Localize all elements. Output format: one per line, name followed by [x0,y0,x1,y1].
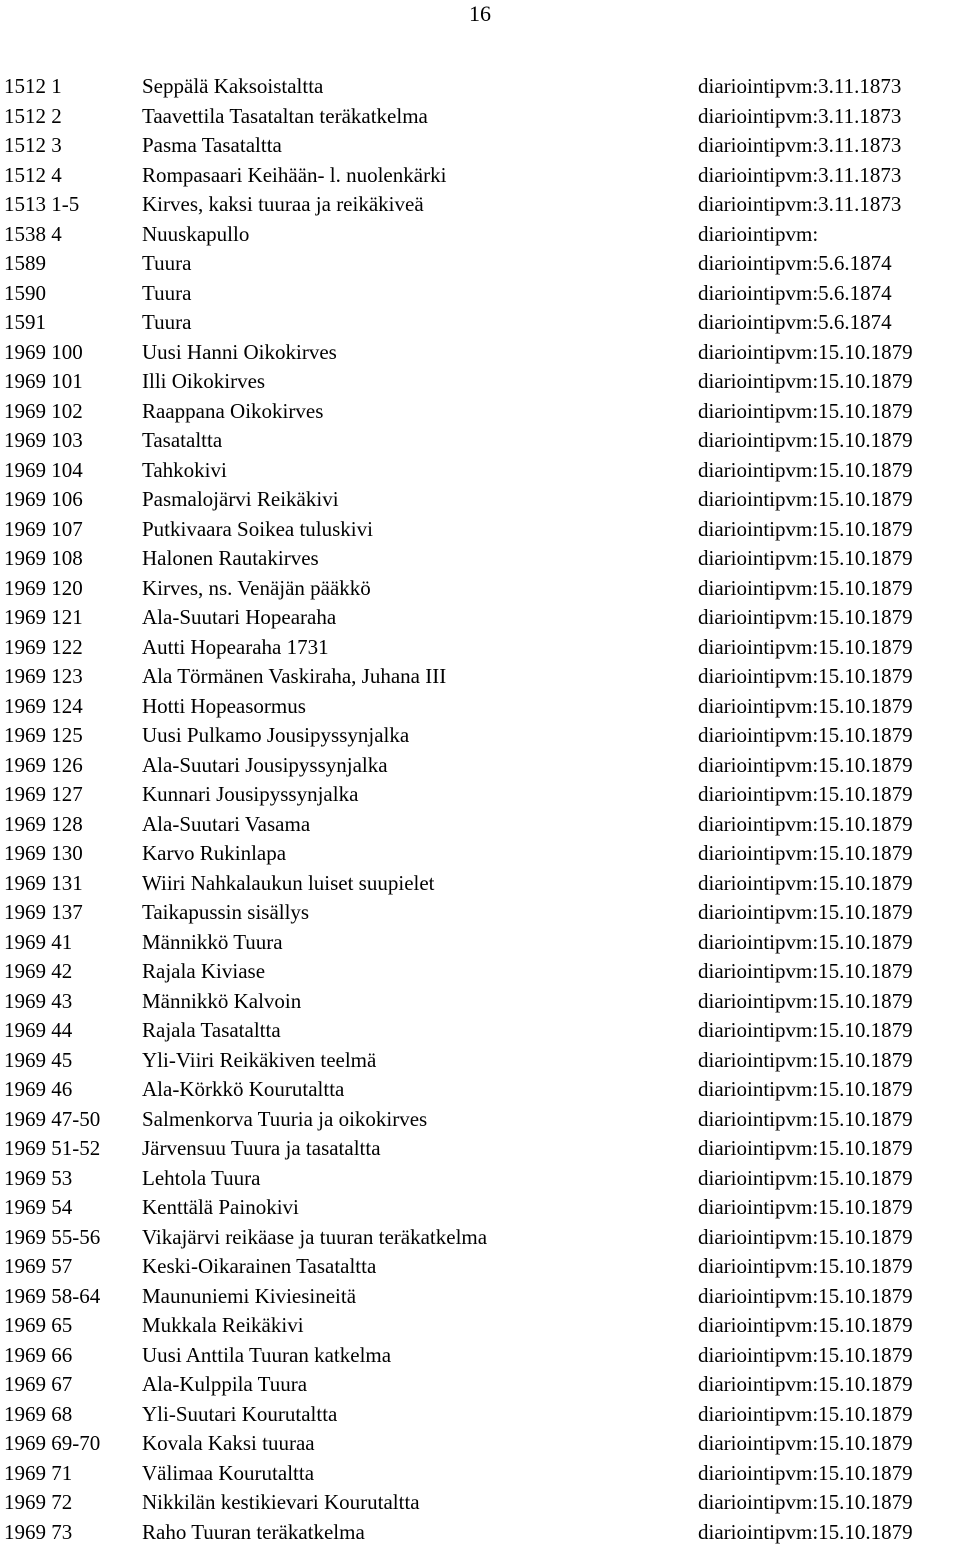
item-description: Raappana Oikokirves [142,398,324,423]
catalog-number: 1969 123 [4,664,83,688]
registration-date: diariointipvm:15.10.1879 [698,811,913,836]
registration-date: diariointipvm:15.10.1879 [698,841,913,865]
registration-date: diariointipvm:15.10.1879 [698,546,913,570]
registration-date: diariointipvm:15.10.1879 [698,1254,913,1278]
catalog-number: 1512 3 [4,133,62,157]
catalog-number: 1969 101 [4,369,83,393]
catalog-row [0,338,960,368]
catalog-row [0,1341,960,1371]
item-description: Tuura [142,280,192,305]
catalog-number: 1969 42 [4,959,73,983]
registration-date: diariointipvm:15.10.1879 [698,398,913,423]
registration-date: diariointipvm:15.10.1879 [698,959,913,983]
registration-date: diariointipvm:15.10.1879 [698,487,913,511]
registration-date: diariointipvm:15.10.1879 [698,988,913,1013]
item-description: Taavettila Tasataltan teräkatkelma [142,103,428,128]
catalog-number: 1969 131 [4,870,83,895]
registration-date: diariointipvm:15.10.1879 [698,870,913,895]
registration-date: diariointipvm:15.10.1879 [698,1431,913,1455]
catalog-number: 1969 73 [4,1519,73,1544]
registration-date: diariointipvm:15.10.1879 [698,1372,913,1396]
catalog-row [0,1134,960,1164]
item-description: Kunnari Jousipyssynjalka [142,782,359,806]
registration-date: diariointipvm:15.10.1879 [698,1283,913,1308]
item-description: Kirves, ns. Venäjän pääkkö [142,575,371,600]
catalog-row [0,161,960,191]
catalog-number: 1538 4 [4,221,62,246]
catalog-number: 1969 127 [4,782,83,806]
registration-date: diariointipvm:15.10.1879 [698,457,913,482]
registration-date: diariointipvm:15.10.1879 [698,723,913,747]
registration-date: diariointipvm:15.10.1879 [698,1313,913,1337]
catalog-row [0,1075,960,1105]
registration-date: diariointipvm:15.10.1879 [698,1136,913,1160]
item-description: Ala-Suutari Hopearaha [142,605,337,629]
catalog-row [0,515,960,545]
catalog-number: 1513 1-5 [4,192,80,216]
registration-date: diariointipvm:15.10.1879 [698,1195,913,1219]
item-description: Ala Törmänen Vaskiraha, Juhana III [142,664,447,688]
catalog-row [0,190,960,220]
registration-date: diariointipvm:15.10.1879 [698,516,913,541]
registration-date: diariointipvm:3.11.1873 [698,74,902,98]
item-description: Wiiri Nahkalaukun luiset suupielet [142,870,435,895]
item-description: Ala-Suutari Jousipyssynjalka [142,752,388,777]
catalog-number: 1969 51-52 [4,1136,101,1160]
catalog-number: 1969 45 [4,1047,73,1072]
registration-date: diariointipvm:15.10.1879 [698,1519,913,1544]
item-description: Tuura [142,251,192,275]
registration-date: diariointipvm:15.10.1879 [698,1106,913,1131]
catalog-row [0,131,960,161]
catalog-row [0,1370,960,1400]
catalog-row [0,1223,960,1253]
catalog-number: 1969 104 [4,457,83,482]
catalog-number: 1969 106 [4,487,83,511]
registration-date: diariointipvm:3.11.1873 [698,133,902,157]
catalog-number: 1969 137 [4,900,83,924]
catalog-number: 1969 53 [4,1165,73,1190]
catalog-row [0,957,960,987]
catalog-row [0,662,960,692]
catalog-number: 1590 [4,280,46,305]
item-description: Männikkö Tuura [142,929,283,954]
catalog-row [0,544,960,574]
item-description: Vikajärvi reikäase ja tuuran teräkatkelma [142,1224,488,1249]
catalog-row [0,1459,960,1489]
item-description: Ala-Kulppila Tuura [142,1372,308,1396]
catalog-row [0,72,960,102]
catalog-number: 1969 108 [4,546,83,570]
item-description: Pasmalojärvi Reikäkivi [142,487,339,511]
item-description: Uusi Pulkamo Jousipyssynjalka [142,723,410,747]
item-description: Pasma Tasataltta [142,133,282,157]
catalog-number: 1969 107 [4,516,83,541]
registration-date: diariointipvm:15.10.1879 [698,693,913,718]
catalog-number: 1969 68 [4,1401,73,1426]
item-description: Uusi Hanni Oikokirves [142,339,337,364]
item-description: Lehtola Tuura [142,1165,261,1190]
catalog-row [0,780,960,810]
catalog-row [0,1164,960,1194]
catalog-number: 1969 58-64 [4,1283,101,1308]
item-description: Ala-Körkkö Kourutaltta [142,1077,345,1101]
catalog-number: 1969 67 [4,1372,73,1396]
page-number: 16 [469,1,491,26]
item-description: Männikkö Kalvoin [142,988,302,1013]
catalog-row [0,692,960,722]
catalog-number: 1969 122 [4,634,83,659]
registration-date: diariointipvm:15.10.1879 [698,369,913,393]
catalog-row [0,220,960,250]
catalog-row [0,603,960,633]
catalog-row [0,633,960,663]
item-description: Uusi Anttila Tuuran katkelma [142,1342,392,1367]
catalog-number: 1969 46 [4,1077,73,1101]
registration-date: diariointipvm:5.6.1874 [698,251,892,275]
item-description: Taikapussin sisällys [142,900,310,924]
registration-date: diariointipvm:15.10.1879 [698,1018,913,1042]
catalog-number: 1969 126 [4,752,83,777]
catalog-number: 1512 4 [4,162,62,187]
item-description: Tasataltta [142,428,223,452]
item-description: Seppälä Kaksoistaltta [142,74,324,98]
catalog-number: 1969 103 [4,428,83,452]
catalog-row [0,279,960,309]
catalog-row [0,1429,960,1459]
item-description: Nuuskapullo [142,221,250,246]
catalog-row [0,1046,960,1076]
item-description: Yli-Suutari Kourutaltta [142,1401,338,1426]
catalog-row [0,1193,960,1223]
catalog-row [0,1016,960,1046]
item-description: Raho Tuuran teräkatkelma [142,1519,365,1544]
catalog-number: 1969 72 [4,1490,73,1514]
registration-date: diariointipvm:15.10.1879 [698,752,913,777]
registration-date: diariointipvm: [698,221,819,246]
catalog-number: 1969 55-56 [4,1224,101,1249]
catalog-row [0,1282,960,1312]
catalog-row [0,751,960,781]
catalog-number: 1969 71 [4,1460,73,1485]
catalog-number: 1969 54 [4,1195,73,1219]
catalog-row [0,987,960,1017]
catalog-list [0,72,960,1547]
catalog-row [0,1400,960,1430]
item-description: Kirves, kaksi tuuraa ja reikäkiveä [142,192,424,216]
registration-date: diariointipvm:5.6.1874 [698,280,892,305]
item-description: Putkivaara Soikea tuluskivi [142,516,373,541]
item-description: Hotti Hopeasormus [142,693,306,718]
item-description: Kovala Kaksi tuuraa [142,1431,315,1455]
catalog-row [0,367,960,397]
catalog-row [0,1488,960,1518]
catalog-number: 1589 [4,251,46,275]
registration-date: diariointipvm:15.10.1879 [698,575,913,600]
item-description: Rompasaari Keihään- l. nuolenkärki [142,162,447,187]
catalog-row [0,1311,960,1341]
catalog-row [0,1252,960,1282]
item-description: Halonen Rautakirves [142,546,319,570]
item-description: Salmenkorva Tuuria ja oikokirves [142,1106,428,1131]
catalog-row [0,721,960,751]
registration-date: diariointipvm:15.10.1879 [698,428,913,452]
item-description: Tuura [142,310,192,334]
item-description: Autti Hopearaha 1731 [142,634,329,659]
catalog-number: 1969 102 [4,398,83,423]
catalog-row [0,574,960,604]
registration-date: diariointipvm:15.10.1879 [698,1047,913,1072]
catalog-number: 1969 124 [4,693,83,718]
registration-date: diariointipvm:15.10.1879 [698,1460,913,1485]
registration-date: diariointipvm:3.11.1873 [698,103,902,128]
item-description: Ala-Suutari Vasama [142,811,311,836]
registration-date: diariointipvm:5.6.1874 [698,310,892,334]
registration-date: diariointipvm:15.10.1879 [698,1342,913,1367]
registration-date: diariointipvm:15.10.1879 [698,929,913,954]
catalog-row [0,426,960,456]
catalog-number: 1969 43 [4,988,73,1013]
catalog-number: 1969 100 [4,339,83,364]
registration-date: diariointipvm:15.10.1879 [698,1077,913,1101]
registration-date: diariointipvm:15.10.1879 [698,1401,913,1426]
registration-date: diariointipvm:15.10.1879 [698,1490,913,1514]
catalog-row [0,102,960,132]
item-description: Järvensuu Tuura ja tasataltta [142,1136,381,1160]
catalog-number: 1969 41 [4,929,73,954]
catalog-row [0,810,960,840]
catalog-number: 1969 65 [4,1313,73,1337]
item-description: Nikkilän kestikievari Kourutaltta [142,1490,420,1514]
catalog-row [0,1105,960,1135]
catalog-number: 1969 44 [4,1018,73,1042]
catalog-number: 1969 66 [4,1342,73,1367]
registration-date: diariointipvm:15.10.1879 [698,900,913,924]
registration-date: diariointipvm:3.11.1873 [698,162,902,187]
catalog-number: 1969 57 [4,1254,73,1278]
catalog-number: 1512 1 [4,74,62,98]
item-description: Illi Oikokirves [142,369,266,393]
catalog-row [0,928,960,958]
catalog-row [0,898,960,928]
registration-date: diariointipvm:15.10.1879 [698,634,913,659]
catalog-number: 1969 130 [4,841,83,865]
catalog-row [0,397,960,427]
item-description: Rajala Kiviase [142,959,266,983]
registration-date: diariointipvm:15.10.1879 [698,1224,913,1249]
item-description: Keski-Oikarainen Tasataltta [142,1254,377,1278]
item-description: Karvo Rukinlapa [142,841,287,865]
catalog-row [0,485,960,515]
registration-date: diariointipvm:15.10.1879 [698,339,913,364]
item-description: Välimaa Kourutaltta [142,1460,315,1485]
item-description: Tahkokivi [142,457,227,482]
catalog-number: 1591 [4,310,46,334]
item-description: Maununiemi Kiviesineitä [142,1283,357,1308]
item-description: Mukkala Reikäkivi [142,1313,304,1337]
catalog-number: 1969 69-70 [4,1431,101,1455]
catalog-row [0,869,960,899]
catalog-number: 1969 47-50 [4,1106,101,1131]
catalog-number: 1969 125 [4,723,83,747]
registration-date: diariointipvm:15.10.1879 [698,782,913,806]
registration-date: diariointipvm:3.11.1873 [698,192,902,216]
item-description: Rajala Tasataltta [142,1018,281,1042]
catalog-number: 1969 128 [4,811,83,836]
registration-date: diariointipvm:15.10.1879 [698,664,913,688]
item-description: Kenttälä Painokivi [142,1195,299,1219]
catalog-row [0,839,960,869]
catalog-number: 1512 2 [4,103,62,128]
catalog-row [0,308,960,338]
registration-date: diariointipvm:15.10.1879 [698,605,913,629]
catalog-number: 1969 120 [4,575,83,600]
catalog-row [0,1518,960,1548]
catalog-number: 1969 121 [4,605,83,629]
registration-date: diariointipvm:15.10.1879 [698,1165,913,1190]
item-description: Yli-Viiri Reikäkiven teelmä [142,1047,377,1072]
catalog-row [0,249,960,279]
catalog-row [0,456,960,486]
